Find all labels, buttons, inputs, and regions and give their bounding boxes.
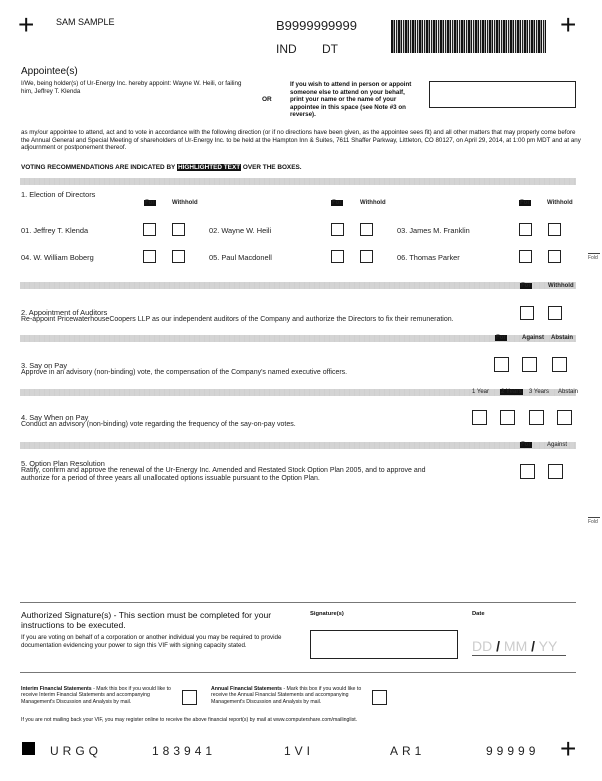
say-when-1year-checkbox[interactable] — [472, 410, 487, 425]
col-for-1: For — [145, 200, 155, 206]
meeting-text: as my/our appointee to attend, act and to vote in accordance with the following direction (or if no directions have been given, as the appointee sees fit) and all other matters that may properly come before the Annual General and Special Meeting of shareholders of Ur-Energy Inc. to be held at the Hampton Inn & Suites, 7611 Shaffer Parkway, Littleton, CO 80127, on April 29, 2014, at 1:00 pm MDT and at any adjournment or postponement thereof. — [21, 129, 581, 152]
col-for-3: For — [520, 200, 530, 206]
nominee-04: 04. W. William Boberg — [21, 253, 94, 262]
footer-code-5: 99999 — [486, 744, 540, 758]
nominee-03-withhold-checkbox[interactable] — [548, 223, 561, 236]
voting-recommendation: VOTING RECOMMENDATIONS ARE INDICATED BY HIGHLIGHTED TEXT OVER THE BOXES. — [21, 164, 302, 171]
say-when-title: 4. Say When on Pay — [21, 413, 89, 422]
say-on-pay-abstain-checkbox[interactable] — [552, 357, 567, 372]
footer-code-3: 1VI — [284, 744, 315, 758]
auditors-col-for: For — [521, 283, 531, 289]
directors-title: 1. Election of Directors — [21, 190, 96, 199]
fold-mark-1: Fold — [588, 253, 600, 261]
registration-mark-bottom-right: + — [560, 733, 577, 764]
say-on-pay-against-checkbox[interactable] — [522, 357, 537, 372]
nominee-05-for-checkbox[interactable] — [331, 250, 344, 263]
date-separator: / — [531, 638, 536, 654]
nominee-01-withhold-checkbox[interactable] — [172, 223, 185, 236]
col-withhold-1: Withhold — [172, 200, 198, 206]
say-on-pay-for-checkbox[interactable] — [494, 357, 509, 372]
auditors-for-checkbox[interactable] — [520, 306, 534, 320]
date-label: Date — [472, 611, 485, 617]
when-col-3years: 3 Years — [529, 389, 550, 395]
auditors-desc: Re-appoint PricewaterhouseCoopers LLP as our independent auditors of the Company and authorize the Directors to fix their remuneration. — [21, 316, 454, 323]
nominee-05-withhold-checkbox[interactable] — [360, 250, 373, 263]
nominee-04-withhold-checkbox[interactable] — [172, 250, 185, 263]
say-when-2years-checkbox[interactable] — [500, 410, 515, 425]
nominee-06-for-checkbox[interactable] — [519, 250, 532, 263]
section-divider — [20, 282, 576, 289]
annual-statements-text: Annual Financial Statements - Mark this box if you would like to receive the Annual Financial Statements and accompanying Management's Discussion and Analysis by mail. — [211, 686, 362, 705]
option-col-for: For — [521, 442, 531, 448]
highlighted-text-sample: HIGHLIGHTED TEXT — [177, 164, 241, 171]
nominee-02: 02. Wayne W. Heili — [209, 226, 272, 235]
option-plan-for-checkbox[interactable] — [520, 464, 535, 479]
section-divider — [20, 389, 579, 396]
or-label: OR — [262, 96, 272, 103]
when-col-1year: 1 Year — [472, 389, 490, 395]
option-plan-desc: Ratify, confirm and approve the renewal of the Ur-Energy Inc. Amended and Restated Stock Option Plan 2005, and to approve and authorize for a period of three years all unallocated options issuable pursuant to the Option Plan. — [21, 467, 426, 482]
type-code-dt: DT — [322, 42, 338, 56]
nominee-06-withhold-checkbox[interactable] — [548, 250, 561, 263]
signature-title: Authorized Signature(s) - This section must be completed for your instructions to be executed. — [21, 610, 272, 630]
section-divider — [20, 178, 576, 185]
appointee-text: I/We, being holder(s) of Ur-Energy Inc. hereby appoint: Wayne W. Heili, or failing him, Jeffrey T. Klenda — [21, 80, 242, 95]
auditors-col-withhold: Withhold — [548, 283, 574, 289]
account-code: B9999999999 — [276, 18, 357, 33]
option-plan-title: 5. Option Plan Resolution — [21, 459, 105, 468]
nominee-05: 05. Paul Macdonell — [209, 253, 272, 262]
interim-statements-text: Interim Financial Statements - Mark this box if you would like to receive Interim Financial Statements and accompanying Management's Discussion and Analysis by mail. — [21, 686, 171, 705]
alt-appointee-name-input[interactable] — [429, 81, 576, 108]
annual-statements-checkbox[interactable] — [372, 690, 387, 705]
registration-mark-top-right: + — [560, 9, 577, 40]
nominee-03-for-checkbox[interactable] — [519, 223, 532, 236]
financial-divider — [20, 672, 576, 673]
nominee-01: 01. Jeffrey T. Klenda — [21, 226, 89, 235]
footer-code-2: 183941 — [152, 744, 217, 758]
holder-name: SAM SAMPLE — [56, 17, 115, 27]
auditors-title: 2. Appointment of Auditors — [21, 308, 108, 317]
footer-code-1: URGQ — [50, 744, 102, 758]
say-when-abstain-checkbox[interactable] — [557, 410, 572, 425]
auditors-withhold-checkbox[interactable] — [548, 306, 562, 320]
barcode — [391, 20, 546, 53]
say-when-desc: Conduct an advisory (non-binding) vote regarding the frequency of the say-on-pay votes. — [21, 421, 296, 428]
col-withhold-3: Withhold — [547, 200, 573, 206]
say-on-pay-desc: Approve in an advisory (non-binding) vote, the compensation of the Company's named executive officers. — [21, 369, 348, 376]
appointee-title: Appointee(s) — [21, 66, 78, 77]
type-code-ind: IND — [276, 42, 297, 56]
footer-block-mark — [22, 742, 35, 755]
alt-appointee-instructions: If you wish to attend in person or appoint someone else to attend on your behalf, print your name or the name of your appointee in this space (see Note #3 on reverse). — [290, 81, 412, 119]
option-col-against: Against — [547, 442, 568, 448]
date-mm-placeholder: MM — [503, 638, 528, 654]
nominee-01-for-checkbox[interactable] — [143, 223, 156, 236]
signature-field[interactable] — [310, 630, 458, 659]
pay-col-against: Against — [522, 335, 545, 341]
date-separator: / — [496, 638, 501, 654]
signature-note: If you are voting on behalf of a corporation or another individual you may be required to provide documentation evidencing your power to sign this VIF with signing capacity stated. — [21, 634, 282, 649]
signature-label: Signature(s) — [310, 611, 344, 617]
online-registration-note: If you are not mailing back your VIF, you may register online to receive the above financial report(s) by mail at www.computershare.com/mailinglist. — [21, 717, 358, 723]
date-field[interactable] — [472, 637, 566, 656]
nominee-02-withhold-checkbox[interactable] — [360, 223, 373, 236]
interim-statements-checkbox[interactable] — [182, 690, 197, 705]
nominee-03: 03. James M. Franklin — [397, 226, 470, 235]
fold-mark-2: Fold — [588, 517, 600, 525]
col-withhold-2: Withhold — [360, 200, 386, 206]
when-col-abstain: Abstain — [558, 389, 579, 395]
say-when-3years-checkbox[interactable] — [529, 410, 544, 425]
footer-code-4: AR1 — [390, 744, 426, 758]
col-for-2: For — [332, 200, 342, 206]
date-dd-placeholder: DD — [472, 638, 493, 654]
when-col-2years: 2 Years — [501, 389, 522, 395]
say-on-pay-title: 3. Say on Pay — [21, 361, 68, 370]
nominee-02-for-checkbox[interactable] — [331, 223, 344, 236]
signature-divider — [20, 602, 576, 603]
option-plan-against-checkbox[interactable] — [548, 464, 563, 479]
date-yy-placeholder: YY — [538, 638, 558, 654]
section-divider — [20, 335, 576, 342]
pay-col-abstain: Abstain — [551, 335, 574, 341]
registration-mark-top-left: + — [18, 9, 35, 40]
nominee-06: 06. Thomas Parker — [397, 253, 460, 262]
nominee-04-for-checkbox[interactable] — [143, 250, 156, 263]
section-divider — [20, 442, 576, 449]
pay-col-for: For — [496, 335, 506, 341]
